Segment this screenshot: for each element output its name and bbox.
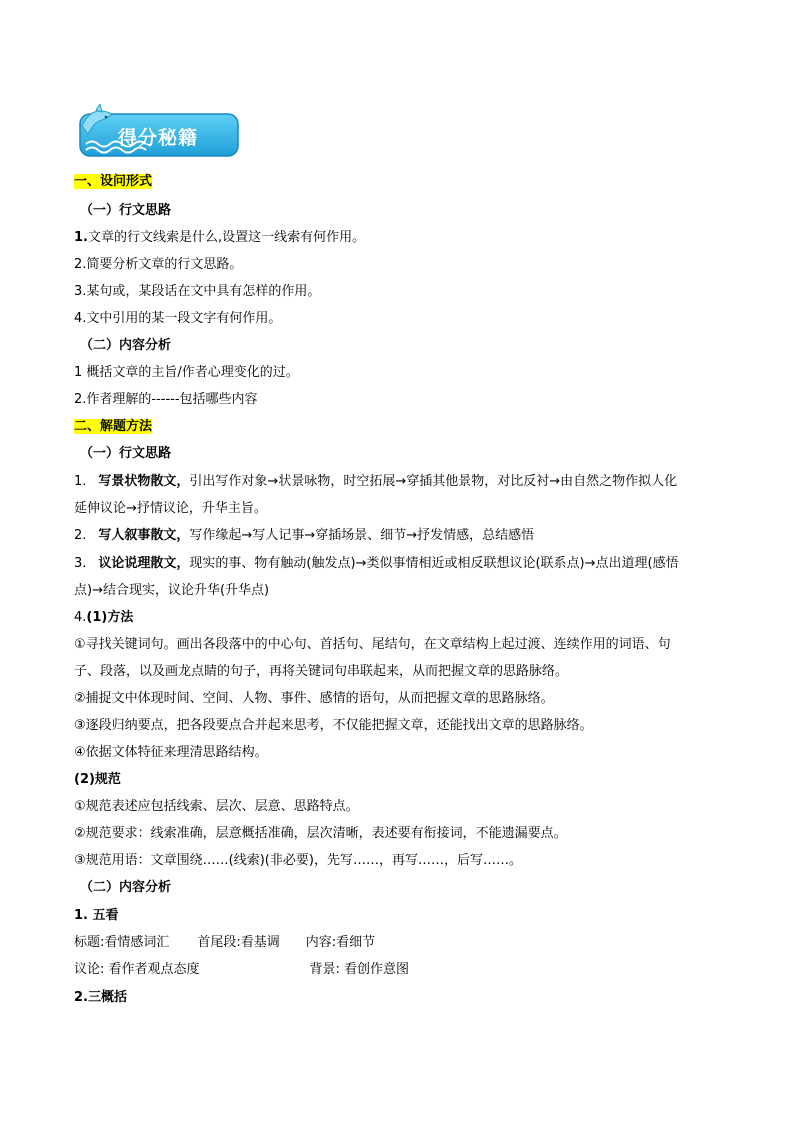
section-1-heading: 一、设问形式 bbox=[74, 174, 153, 189]
method-item-1-cont: 子、段落，以及画龙点睛的句子，再将关键词句串联起来，从而把握文章的思路脉络。 bbox=[74, 664, 569, 679]
five-row-1: 标题:看情感词汇 首尾段:看基调 内容:看细节 bbox=[74, 935, 376, 950]
paragraph-1: 1. 写景状物散文，引出写作对象→状景咏物，时空拓展→穿插其他景物，对比反衬→由自然之物作拟人化 bbox=[74, 474, 678, 489]
three-heading: 2.三概括 bbox=[74, 990, 127, 1005]
section-2-sub-1-heading: （一）行文思路 bbox=[80, 446, 172, 461]
header-badge bbox=[76, 104, 240, 160]
paragraph-3-cont: 点)→结合现实，议论升华(升华点) bbox=[74, 583, 270, 598]
method-item-3: ③逐段归纳要点，把各段要点合并起来思考，不仅能把握文章，还能找出文章的思路脉络。 bbox=[74, 718, 593, 733]
method-item-2: ②捕捉文中体现时间、空间、人物、事件、感情的语句，从而把握文章的思路脉络。 bbox=[74, 691, 554, 706]
five-heading: 1. 五看 bbox=[74, 908, 119, 923]
list-item: 1.文章的行文线索是什么,设置这一线索有何作用。 bbox=[74, 230, 366, 245]
method-item-4: ④依据文体特征来理清思路结构。 bbox=[74, 745, 268, 760]
five-row-2: 议论: 看作者观点态度 背景: 看创作意图 bbox=[74, 962, 410, 977]
paragraph-1-cont: 延伸议论→抒情议论，升华主旨。 bbox=[74, 501, 267, 516]
badge-title: 得分秘籍 bbox=[118, 127, 199, 149]
list-item: 3.某句或，某段话在文中具有怎样的作用。 bbox=[74, 284, 321, 299]
norm-item-2: ②规范要求：线索准确，层意概括准确，层次清晰，表述要有衔接词，不能遗漏要点。 bbox=[74, 826, 567, 841]
list-item: 1 概括文章的主旨/作者心理变化的过。 bbox=[74, 365, 299, 380]
list-item: 2.作者理解的------包括哪些内容 bbox=[74, 392, 258, 407]
section-1-sub-1-heading: （一）行文思路 bbox=[80, 203, 172, 218]
section-1-sub-2-heading: （二）内容分析 bbox=[80, 338, 172, 353]
norm-item-1: ①规范表述应包括线索、层次、层意、思路特点。 bbox=[74, 799, 359, 814]
norm-item-3: ③规范用语：文章围绕……(线索)(非必要)，先写……，再写……，后写……。 bbox=[74, 853, 522, 868]
list-item: 2.简要分析文章的行文思路。 bbox=[74, 257, 243, 272]
list-item: 4.文中引用的某一段文字有何作用。 bbox=[74, 311, 282, 326]
section-2-sub-2-heading: （二）内容分析 bbox=[80, 880, 172, 895]
norm-heading: (2)规范 bbox=[74, 772, 121, 787]
method-item-1: ①寻找关键词句。画出各段落中的中心句、首括句、尾结句，在文章结构上起过渡、连续作用的词语、句 bbox=[74, 637, 671, 652]
paragraph-3: 3. 议论说理散文，现实的事、物有触动(触发点)→类似事情相近或相反联想议论(联系点)→点出道理(感悟 bbox=[74, 556, 679, 571]
paragraph-2: 2. 写人叙事散文，写作缘起→写人记事→穿插场景、细节→抒发情感，总结感悟 bbox=[74, 528, 535, 543]
method-heading: 4.(1)方法 bbox=[74, 610, 134, 625]
section-2-heading: 二、解题方法 bbox=[74, 419, 153, 434]
